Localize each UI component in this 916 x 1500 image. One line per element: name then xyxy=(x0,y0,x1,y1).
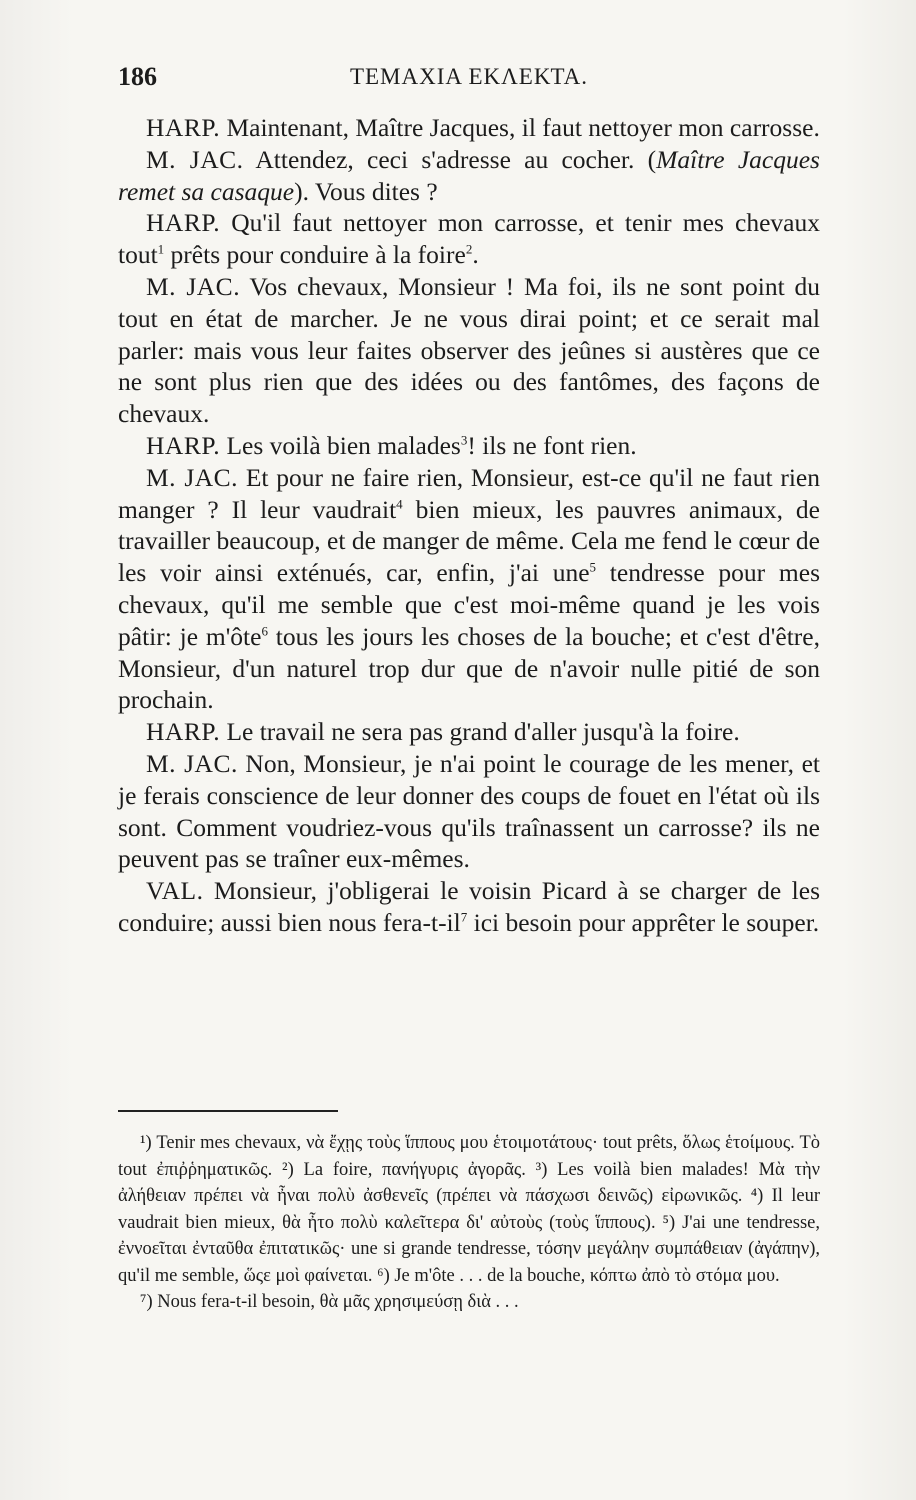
dialogue-line: Attendez, ceci s'adresse au cocher. ( xyxy=(243,144,657,174)
dialogue-line: Non, Monsieur, je n'ai point le courage de les mener, et je ferais conscience de leur donner des coups de fouet en l'état où ils sont. Comment voudriez-vous qu'ils traînassent un carrosse? ils ne peuvent pas se traîner eux-mêmes. xyxy=(118,748,820,874)
dialogue-line: Le travail ne sera pas grand d'aller jusqu'à la foire. xyxy=(220,717,740,747)
dialogue-paragraph xyxy=(118,748,820,875)
page-number: 186 xyxy=(118,62,157,91)
dialogue-paragraph xyxy=(118,144,820,208)
dialogue-paragraph xyxy=(118,430,820,462)
dialogue-line: ). Vous dites ? xyxy=(294,176,438,206)
dialogue-line: bien mieux, les pauvres animaux, de travailler beaucoup, et de manger de même. Cela me fend le cœur de les voir ainsi exténués, car, enfin, j'ai une xyxy=(118,494,820,588)
speaker-label: HARP. xyxy=(146,717,221,747)
speaker-label: M. JAC. xyxy=(146,462,239,492)
dialogue-line: tendresse pour mes chevaux, qu'il me semble que c'est moi-même quand je les vois pâtir: je m'ôte xyxy=(118,558,820,651)
footnote-block: ¹) Tenir mes chevaux, νὰ ἔχῃς τοὺς ἵππους μου ἑτοιμοτάτους· tout prêts, ὅλως ἑτοίμους. Τὸ tout ἐπιῤῥηματικῶς. ²) La foire, πανήγυρις ἀγορᾶς. ³) Les voilà bien malades! Μὰ τὴν ἀλήθειαν πρέπει νὰ ἦναι πολὺ ἀσθενεῖς (πρέπει νὰ πάσχωσι δεινῶς) εἰρωνικῶς. ⁴) Il leur vaudrait bien mieux, θὰ ἦτο πολὺ καλεῖτερα δι' αὐτοὺς (τοὺς ἵππους). ⁵) J'ai une tendresse, ἐννοεῖται ἐνταῦθα ἐπιτατικῶς· une si grande tendresse, τόσην μεγάλην συμπάθειαν (ἀγάπην), qu'il me semble, ὥςε μοὶ φαίνεται. ⁶) Je m'ôte . . . de la bouche, κόπτω ἀπὸ τὸ στόμα μου. xyxy=(118,1133,820,1286)
dialogue-line: Et pour ne faire rien, Monsieur, est-ce qu'il ne faut rien manger ? Il leur vaudrait xyxy=(118,462,820,524)
dialogue-paragraph xyxy=(118,271,820,430)
dialogue-line: tous les jours les choses de la bouche; et c'est d'être, Monsieur, d'un naturel trop dur que de n'avoir nulle pitié de son prochain. xyxy=(118,621,820,715)
speaker-label: M. JAC. xyxy=(146,271,241,301)
footnote-marker: 4 xyxy=(396,496,403,512)
dialogue-text xyxy=(118,112,820,939)
footnote-marker: 7 xyxy=(460,909,468,925)
speaker-label: M. JAC. xyxy=(146,748,238,778)
speaker-label: M. JAC. xyxy=(146,144,244,174)
speaker-label: VAL. xyxy=(146,876,204,906)
speaker-label: HARP. xyxy=(146,113,221,142)
footnotes xyxy=(118,1130,820,1316)
dialogue-line: Qu'il faut nettoyer mon carrosse, et tenir mes chevaux tout xyxy=(118,208,820,270)
speaker-label: HARP. xyxy=(146,208,221,238)
footnote-marker: 6 xyxy=(261,623,268,639)
dialogue-line: Maintenant, Maître Jacques, il faut nettoyer mon carrosse. xyxy=(220,113,820,142)
dialogue-line: Les voilà bien malades xyxy=(220,430,461,460)
footnote-marker: 2 xyxy=(465,241,473,257)
dialogue-line: Monsieur, j'obligerai le voisin Picard à se charger de les conduire; aussi bien nous fera-t-il xyxy=(118,876,820,937)
dialogue-paragraph xyxy=(118,112,820,144)
dialogue-line: . xyxy=(472,240,479,270)
footnote-block: ⁷) Nous fera-t-il besoin, θὰ μᾶς χρησιμεύσῃ διὰ . . . xyxy=(140,1292,519,1312)
dialogue-line: prêts pour conduire à la foire xyxy=(164,240,466,270)
dialogue-paragraph xyxy=(118,207,820,271)
dialogue-paragraph xyxy=(118,716,820,748)
footnote-divider xyxy=(118,1110,338,1112)
footnote-marker: 1 xyxy=(157,241,165,257)
footnote-marker: 3 xyxy=(460,432,468,448)
dialogue-line: Vos chevaux, Monsieur ! Ma foi, ils ne sont point du tout en état de marcher. Je ne vous dirai point; et ce serait mal parler: mais vous leur faites observer des jeûnes si austères que ce ne sont plus rien que des idées ou des fantômes, des façons de chevaux. xyxy=(118,271,821,429)
speaker-label: HARP. xyxy=(146,430,221,460)
stage-direction: Maître Jacques remet sa casaque xyxy=(118,144,820,206)
dialogue-paragraph xyxy=(118,875,820,939)
running-title: ΤΕΜΑΧΙΑ ΕΚΛΕΚΤΑ. xyxy=(349,64,589,89)
footnote-marker: 5 xyxy=(589,559,597,575)
page-header xyxy=(118,62,820,102)
dialogue-paragraph xyxy=(118,462,820,716)
dialogue-line: ici besoin pour apprêter le souper. xyxy=(467,907,820,937)
dialogue-line: ! ils ne font rien. xyxy=(467,430,637,460)
